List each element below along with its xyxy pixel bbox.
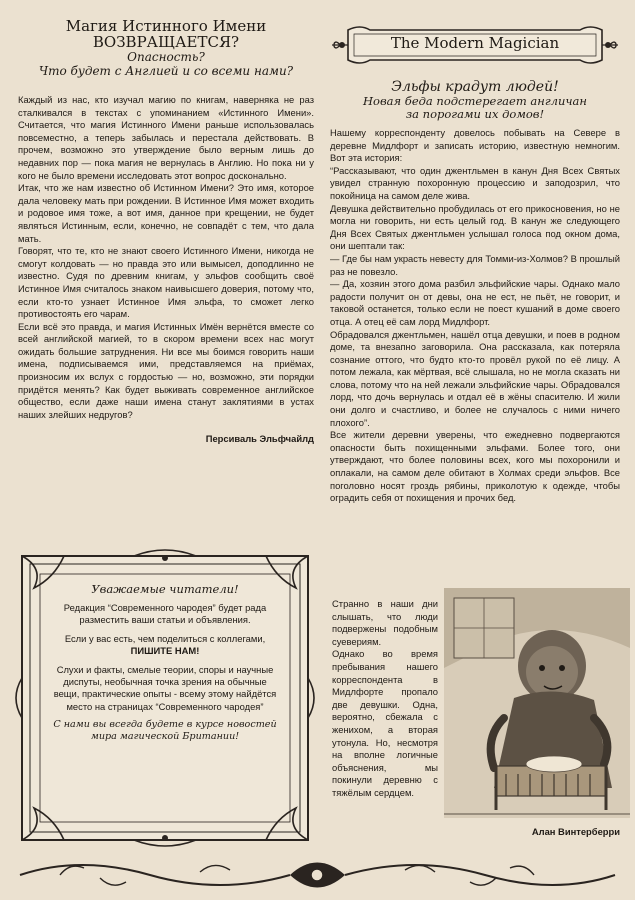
paragraph: Итак, что же нам известно об Истинном Имени? Это имя, которое дала человеку мать при рождении. В Истинное Имя может входить и родовое имя тоже, а вот имя, данное при крещении, не будет являться Истинным, если, конечно, не совпадёт с тем, что дала мать. [18,182,314,244]
left-article-subtitle-line1: Опасность? [127,50,205,64]
paragraph: Каждый из нас, кто изучал магию по книгам, наверняка не раз сталкивался в текстах с упоминанием «Истинного Имени». Считается, что магия Истинного Имени раньше использовалась повсеместно, а теперь забылась и перестала действовать. В прочем, возможно это утверждение было верным лишь до недавних пор — пока магия не вернулась в Англию. Но пока ни у кого не было времени исследовать этот вопрос досконально. [18,94,314,181]
troll-illustration [444,588,630,818]
right-article-title: Эльфы крадут людей! [391,79,559,95]
left-article-title-line1: Магия Истинного Имени [65,17,267,35]
paragraph: Девушка действительно пробудилась от его прикосновения, но не могла ни говорить, ни есть целый год. В канун же следующего Дня Всех Святых джентльмен услышал голоса под окном дома, они шептали так: [330,202,620,252]
paragraph: Если всё это правда, и магия Истинных Имён вернётся вместе со всей английской магией, то в скором времени всех нас могут ожидать большие затруднения. Ни все мы боимся говорить наши имена, подписываемся ими, представляемся на приёмах, произносим их вслух с гордостью — но, возможно, эти порядки придётся менять? Как будет выживать современное английское общество, если даже наши имена станут заклятиями в устах наших злейших недругов? [18,320,314,420]
masthead-title: The Modern Magician [390,34,560,52]
paragraph: “Рассказывают, что один джентльмен в канун Дня Всех Святых увидел странную похоронную процессию и заподозрил, что покойница на самом деле жива. [330,164,620,201]
paragraph: Обрадовался джентльмен, нашёл отца девушки, и поев в родном доме, та внезапно заговорила. Она рассказала, как потеряла сознание оттого, что будто кто-то провёл рукой по её лицу. А потом лежала, как мёртвая, всё слышала, но не могла сказать ни слова, потому что на ней лежали эльфийские чары. Обрадовался лорд, что дочь вернулась и отдал её в жёны спасителю. И жили они долго и счастливо, и более не случалось с ними ничего плохого”. [330,328,620,428]
paragraph: Говорят, что те, кто не знают своего Истинного Имени, никогда не смогут колдовать — но правда это или вымысел, доподлинно не известно. Судя по древним книгам, у эльфов сообщить своё Истинное Имя считалось знаком наивысшего доверия, потому что, если кто-то узнает Истинное Имя эльфа, то сможет легко противостоять его чарам. [18,245,314,320]
readers-notice-closing: С нами вы всегда будете в курсе новостей мира магической Британии! [53,719,277,743]
left-article-title-line2: ВОЗВРАЩАЕТСЯ? [92,33,240,51]
readers-notice-title: Уважаемые читатели! [91,582,239,596]
paragraph: Нашему корреспонденту довелось побывать на Севере в деревне Мидлфорт и записать историю, известную немногим. Вот эта история: [330,127,620,164]
paragraph: Странно в наши дни слышать, что люди подвержены подобным суевериям. [332,598,438,647]
readers-notice-content [50,582,280,743]
left-article-body [18,94,314,421]
left-article-signature: Персиваль Эльфчайлд [205,433,314,445]
readers-notice-text: Редакция “Современного чародея” будет рада разместить ваши статьи и объявления. [63,602,267,626]
right-article-subtitle-line2: за порогами их домов! [405,107,545,121]
right-article-signature: Алан Винтерберри [531,826,620,837]
readers-notice-callout: ПИШИТЕ НАМ! [130,645,200,657]
readers-notice-text: Если у вас есть, чем поделиться с коллегами, [64,632,266,644]
masthead-banner [330,20,620,70]
paragraph: — Да, хозяин этого дома разбил эльфийские чары. Однако мало радости получит он от девы, она не ест, не пьёт, не говорит, и таковой останется, только если не поест кушаний в доме своего отца. А отец её сам лорд Мидлфорт. [330,278,620,327]
left-article-subtitle-line2: Что будет с Англией и со всеми нами? [38,64,294,78]
paragraph: Все жители деревни уверены, что ежедневно подвергаются опасности быть похищенными эльфами. Более того, они утверждают, что более половины всех, кого мы похоронили и оплакали, на самом деле обитают в Холмах среди эльфов. Все поголовно носят гроздь рябины, приколотую к одежде, чтобы оградить себя от похищения и прочих бед. [330,429,620,504]
readers-notice-text: Слухи и факты, смелые теории, споры и научные диспуты, необычная точка зрения на обычные вещи, практические опыты - всему этому найдётся место на страницах “Современного чародея” [53,663,277,712]
right-article-wrap-text [332,598,438,800]
right-article-body [330,127,620,505]
readers-notice-box [14,548,316,848]
right-article [330,20,620,505]
left-article [18,18,314,444]
paragraph: — Где бы нам украсть невесту для Томми-из-Холмов? В прошлый раз не повезло. [330,252,620,277]
paragraph: Однако во время пребывания нашего корреспондента в Мидлфорте пропало две девушки. Одна, вероятно, сбежала с женихом, а вторая утонула. Но, несмотря на вполне логичные объяснения, мы покинули деревню с тяжёлым сердцем. [332,648,438,798]
bottom-ornament-icon [0,850,635,900]
right-article-subtitle-line1: Новая беда подстерегает англичан [363,94,587,108]
